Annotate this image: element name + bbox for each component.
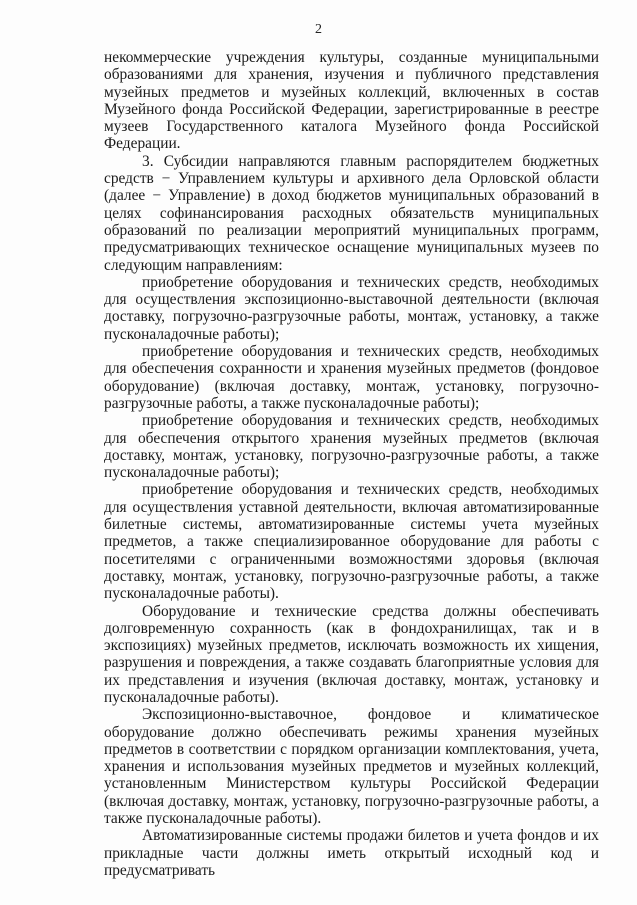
- paragraph: Экспозиционно-выставочное, фондовое и климатическое оборудование должно обеспечивать режимы хранения музейных предметов в соответствии с порядком организации комплектования, учета, хранения и использования музейных предметов и музейных коллекций, установленным Министерством культуры Российской Федерации (включая доставку, монтаж, установку, погрузочно-разгрузочные работы, а также пусконаладочные работы).: [104, 706, 599, 828]
- paragraph: приобретение оборудования и технических средств, необходимых для обеспечения сохранности и хранения музейных предметов (фондовое оборудование) (включая доставку, монтаж, установку, погрузочно-разгрузочные работы, а также пусконаладочные работы);: [104, 343, 599, 412]
- paragraph: Автоматизированные системы продажи билетов и учета фондов и их прикладные части должны иметь открытый исходный код и предусматривать: [104, 827, 599, 879]
- paragraph: приобретение оборудования и технических средств, необходимых для осуществления уставной деятельности, включая автоматизированные билетные системы, автоматизированные системы учета музейных предметов, а также специализированное оборудование для работы с посетителями с ограниченными возможностями здоровья (включая доставку, монтаж, установку, погрузочно-разгрузочные работы, а также пусконаладочные работы).: [104, 481, 599, 603]
- paragraph: Оборудование и технические средства должны обеспечивать долговременную сохранность (как в фондохранилищах, так и в экспозициях) музейных предметов, исключать возможность их хищения, разрушения и повреждения, а также создавать благоприятные условия для их представления и изучения (включая доставку, монтаж, установку и пусконаладочные работы).: [104, 602, 599, 706]
- paragraph: приобретение оборудования и технических средств, необходимых для обеспечения открытого хранения музейных предметов (включая доставку, монтаж, установку, погрузочно-разгрузочные работы, а также пусконаладочные работы);: [104, 412, 599, 482]
- paragraph: 3. Субсидии направляются главным распорядителем бюджетных средств − Управлением культуры и архивного дела Орловской области (далее − Управление) в доход бюджетов муниципальных образований в целях софинансирования расходных обязательств муниципальных образований по реализации мероприятий муниципальных программ, предусматривающих техническое оснащение муниципальных музеев по следующим направлениям:: [104, 152, 599, 274]
- paragraph: приобретение оборудования и технических средств, необходимых для осуществления экспозиционно-выставочной деятельности (включая доставку, погрузочно-разгрузочные работы, монтаж, установку, а также пусконаладочные работы);: [104, 273, 599, 343]
- paragraph: некоммерческие учреждения культуры, созданные муниципальными образованиями для хранения, изучения и публичного представления музейных предметов и музейных коллекций, включенных в состав Музейного фонда Российской Федерации, зарегистрированные в реестре музеев Государственного каталога Музейного фонда Российской Федерации.: [104, 49, 599, 153]
- page-number: 2: [315, 22, 322, 37]
- body-text: [104, 49, 599, 879]
